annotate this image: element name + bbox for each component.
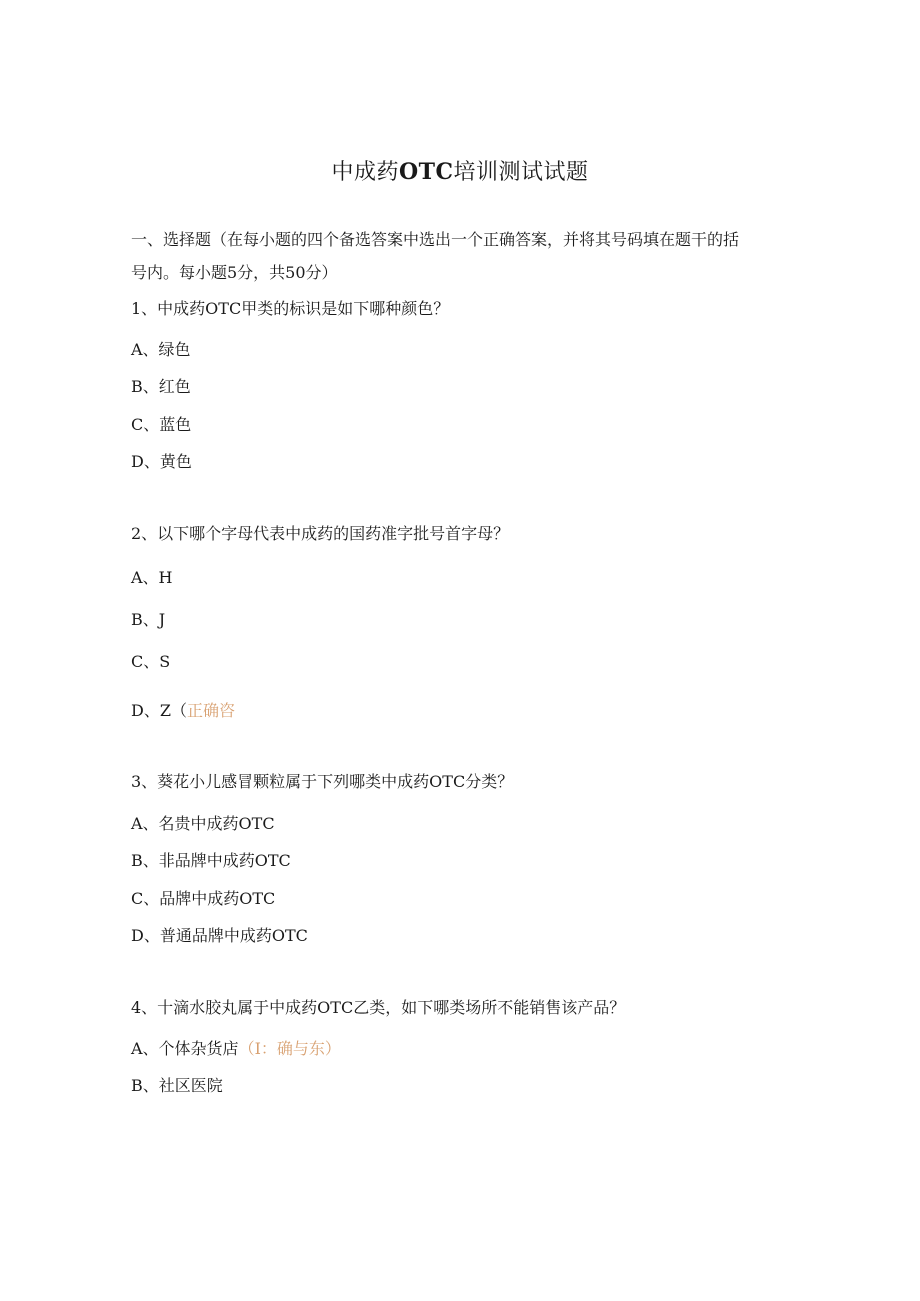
q3-option-b: B、非品牌中成药OTC — [131, 851, 291, 870]
q1-option-d: D、黄色 — [131, 452, 192, 471]
q2-option-d-annotation: 正确咨 — [186, 701, 235, 720]
q2-option-b: B、J — [131, 610, 166, 629]
q4-option-a-label: A、个体杂货店 — [131, 1039, 239, 1058]
q2-option-a: A、H — [131, 568, 173, 587]
section-heading-line-1: 一、选择题（在每小题的四个备选答案中选出一个正确答案，并将其号码填在题干的括 — [131, 230, 740, 249]
q3-option-d: D、普通品牌中成药OTC — [131, 926, 308, 945]
q4-option-b: B、社区医院 — [131, 1076, 223, 1095]
q4-option-a — [131, 1037, 341, 1061]
q2-option-c: C、S — [131, 652, 171, 671]
question-3: 3、葵花小儿感冒颗粒属于下列哪类中成药OTC分类？ — [131, 772, 514, 791]
q3-option-a: A、名贵中成药OTC — [131, 814, 275, 833]
q1-option-a: A、绿色 — [131, 340, 191, 359]
q1-option-b: B、红色 — [131, 377, 191, 396]
question-1: 1、中成药OTC甲类的标识是如下哪种颜色？ — [131, 299, 450, 318]
q2-option-d — [131, 699, 235, 723]
title-suffix: 培训测试试题 — [453, 160, 589, 185]
question-2: 2、以下哪个字母代表中成药的国药准字批号首字母？ — [131, 524, 510, 543]
title-otc: OTC — [398, 159, 454, 185]
q4-option-a-annotation: （I：确与东） — [238, 1039, 341, 1058]
q1-option-c: C、蓝色 — [131, 415, 192, 434]
page-title — [0, 156, 920, 189]
q2-option-d-label: D、Z（ — [131, 701, 187, 720]
title-prefix: 中成药 — [331, 160, 399, 185]
q3-option-c: C、品牌中成药OTC — [131, 889, 276, 908]
question-4: 4、十滴水胶丸属于中成药OTC乙类，如下哪类场所不能销售该产品？ — [131, 998, 626, 1017]
section-heading-line-2: 号内。每小题5分，共50分） — [131, 263, 338, 282]
